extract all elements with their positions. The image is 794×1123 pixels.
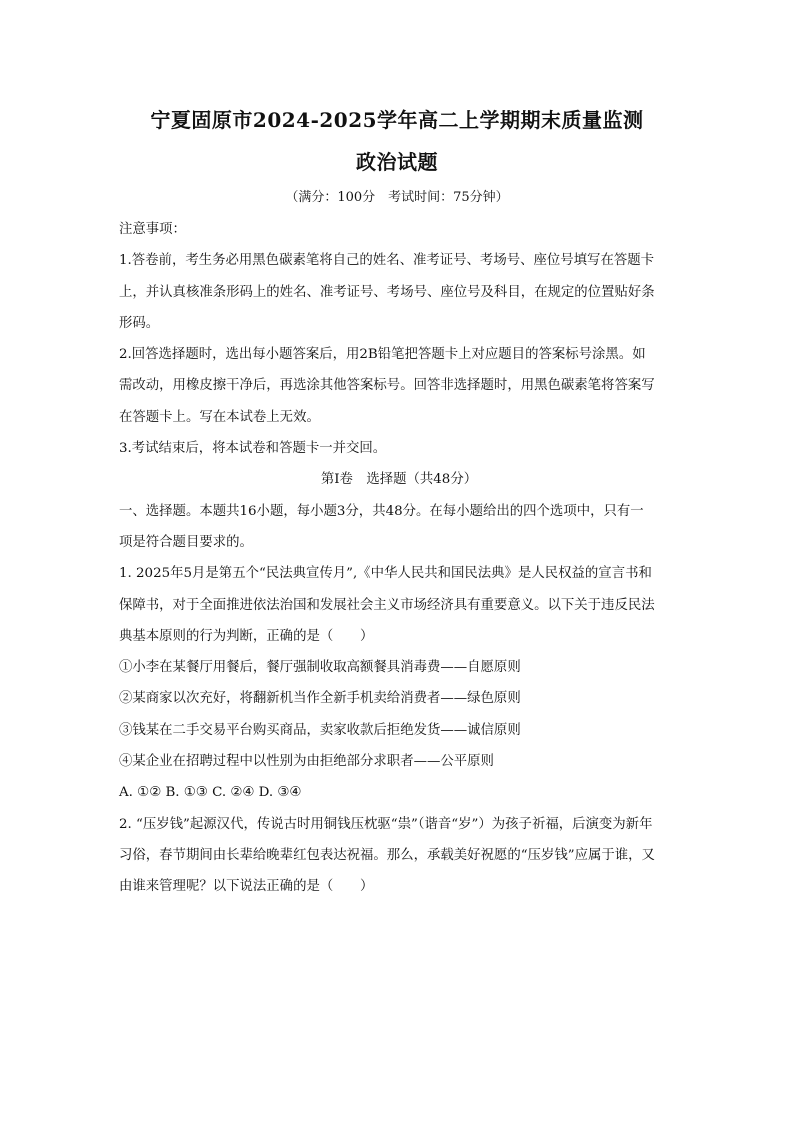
question-2-stem: 2. “压岁钱”起源汉代，传说古时用铜钱压枕驱“祟”（谐音“岁”）为孩子祈福，后演变为新年 xyxy=(119,816,653,832)
notice-item-3: 3.考试结束后，将本试卷和答题卡一并交回。 xyxy=(119,441,387,457)
question-1-statement-2: ②某商家以次充好，将翻新机当作全新手机卖给消费者——绿色原则 xyxy=(119,691,521,707)
question-2-stem-cont: 由谁来管理呢？以下说法正确的是（ ） xyxy=(119,879,374,895)
question-1-choices: A. ①② B. ①③ C. ②④ D. ③④ xyxy=(119,785,302,801)
notice-item-1-cont: 上，并认真核准条形码上的姓名、准考证号、考场号、座位号及科目，在规定的位置贴好条 xyxy=(119,284,655,300)
exam-subject: 政治试题 xyxy=(356,150,438,174)
notice-heading: 注意事项： xyxy=(119,222,186,237)
notice-item-2: 2.回答选择题时，选出每小题答案后，用2B铅笔把答题卡上对应题目的答案标号涂黑。如 xyxy=(119,347,646,363)
question-1-stem-cont: 典基本原则的行为判断，正确的是（ ） xyxy=(119,628,374,644)
question-1-stem: 1. 2025年5月是第五个“民法典宣传月”,《中华人民共和国民法典》是人民权益的宣言书和 xyxy=(119,566,652,582)
question-1-statement-3: ③钱某在二手交易平台购买商品，卖家收款后拒绝发货——诚信原则 xyxy=(119,722,521,738)
section-intro-cont: 项是符合题目要求的。 xyxy=(119,534,253,550)
question-1-statement-4: ④某企业在招聘过程中以性别为由拒绝部分求职者——公平原则 xyxy=(119,754,494,770)
question-1-stem-cont: 保障书，对于全面推进依法治国和发展社会主义市场经济具有重要意义。以下关于违反民法 xyxy=(119,597,655,613)
section-intro: 一、选择题。本题共16小题，每小题3分，共48分。在每小题给出的四个选项中，只有一 xyxy=(119,503,644,519)
notice-item-1-cont: 形码。 xyxy=(119,315,160,331)
question-2-stem-cont: 习俗，春节期间由长辈给晚辈红包表达祝福。那么，承载美好祝愿的“压岁钱”应属于谁，又 xyxy=(119,847,655,863)
exam-body xyxy=(119,214,679,903)
notice-item-2-cont: 需改动，用橡皮擦干净后，再选涂其他答案标号。回答非选择题时，用黑色碳素笔将答案写 xyxy=(119,378,655,394)
section-heading: 第Ⅰ卷 选择题（共48分） xyxy=(320,472,478,488)
notice-item-2-cont: 在答题卡上。写在本试卷上无效。 xyxy=(119,409,320,425)
exam-meta: （满分：100分 考试时间：75分钟） xyxy=(285,190,509,205)
question-1-statement-1: ①小李在某餐厅用餐后，餐厅强制收取高额餐具消毒费——自愿原则 xyxy=(119,660,521,676)
exam-title: 宁夏固原市2024-2025学年高二上学期期末质量监测 xyxy=(150,108,644,132)
notice-item-1: 1.答卷前，考生务必用黑色碳素笔将自己的姓名、准考证号、考场号、座位号填写在答题卡 xyxy=(119,253,655,269)
